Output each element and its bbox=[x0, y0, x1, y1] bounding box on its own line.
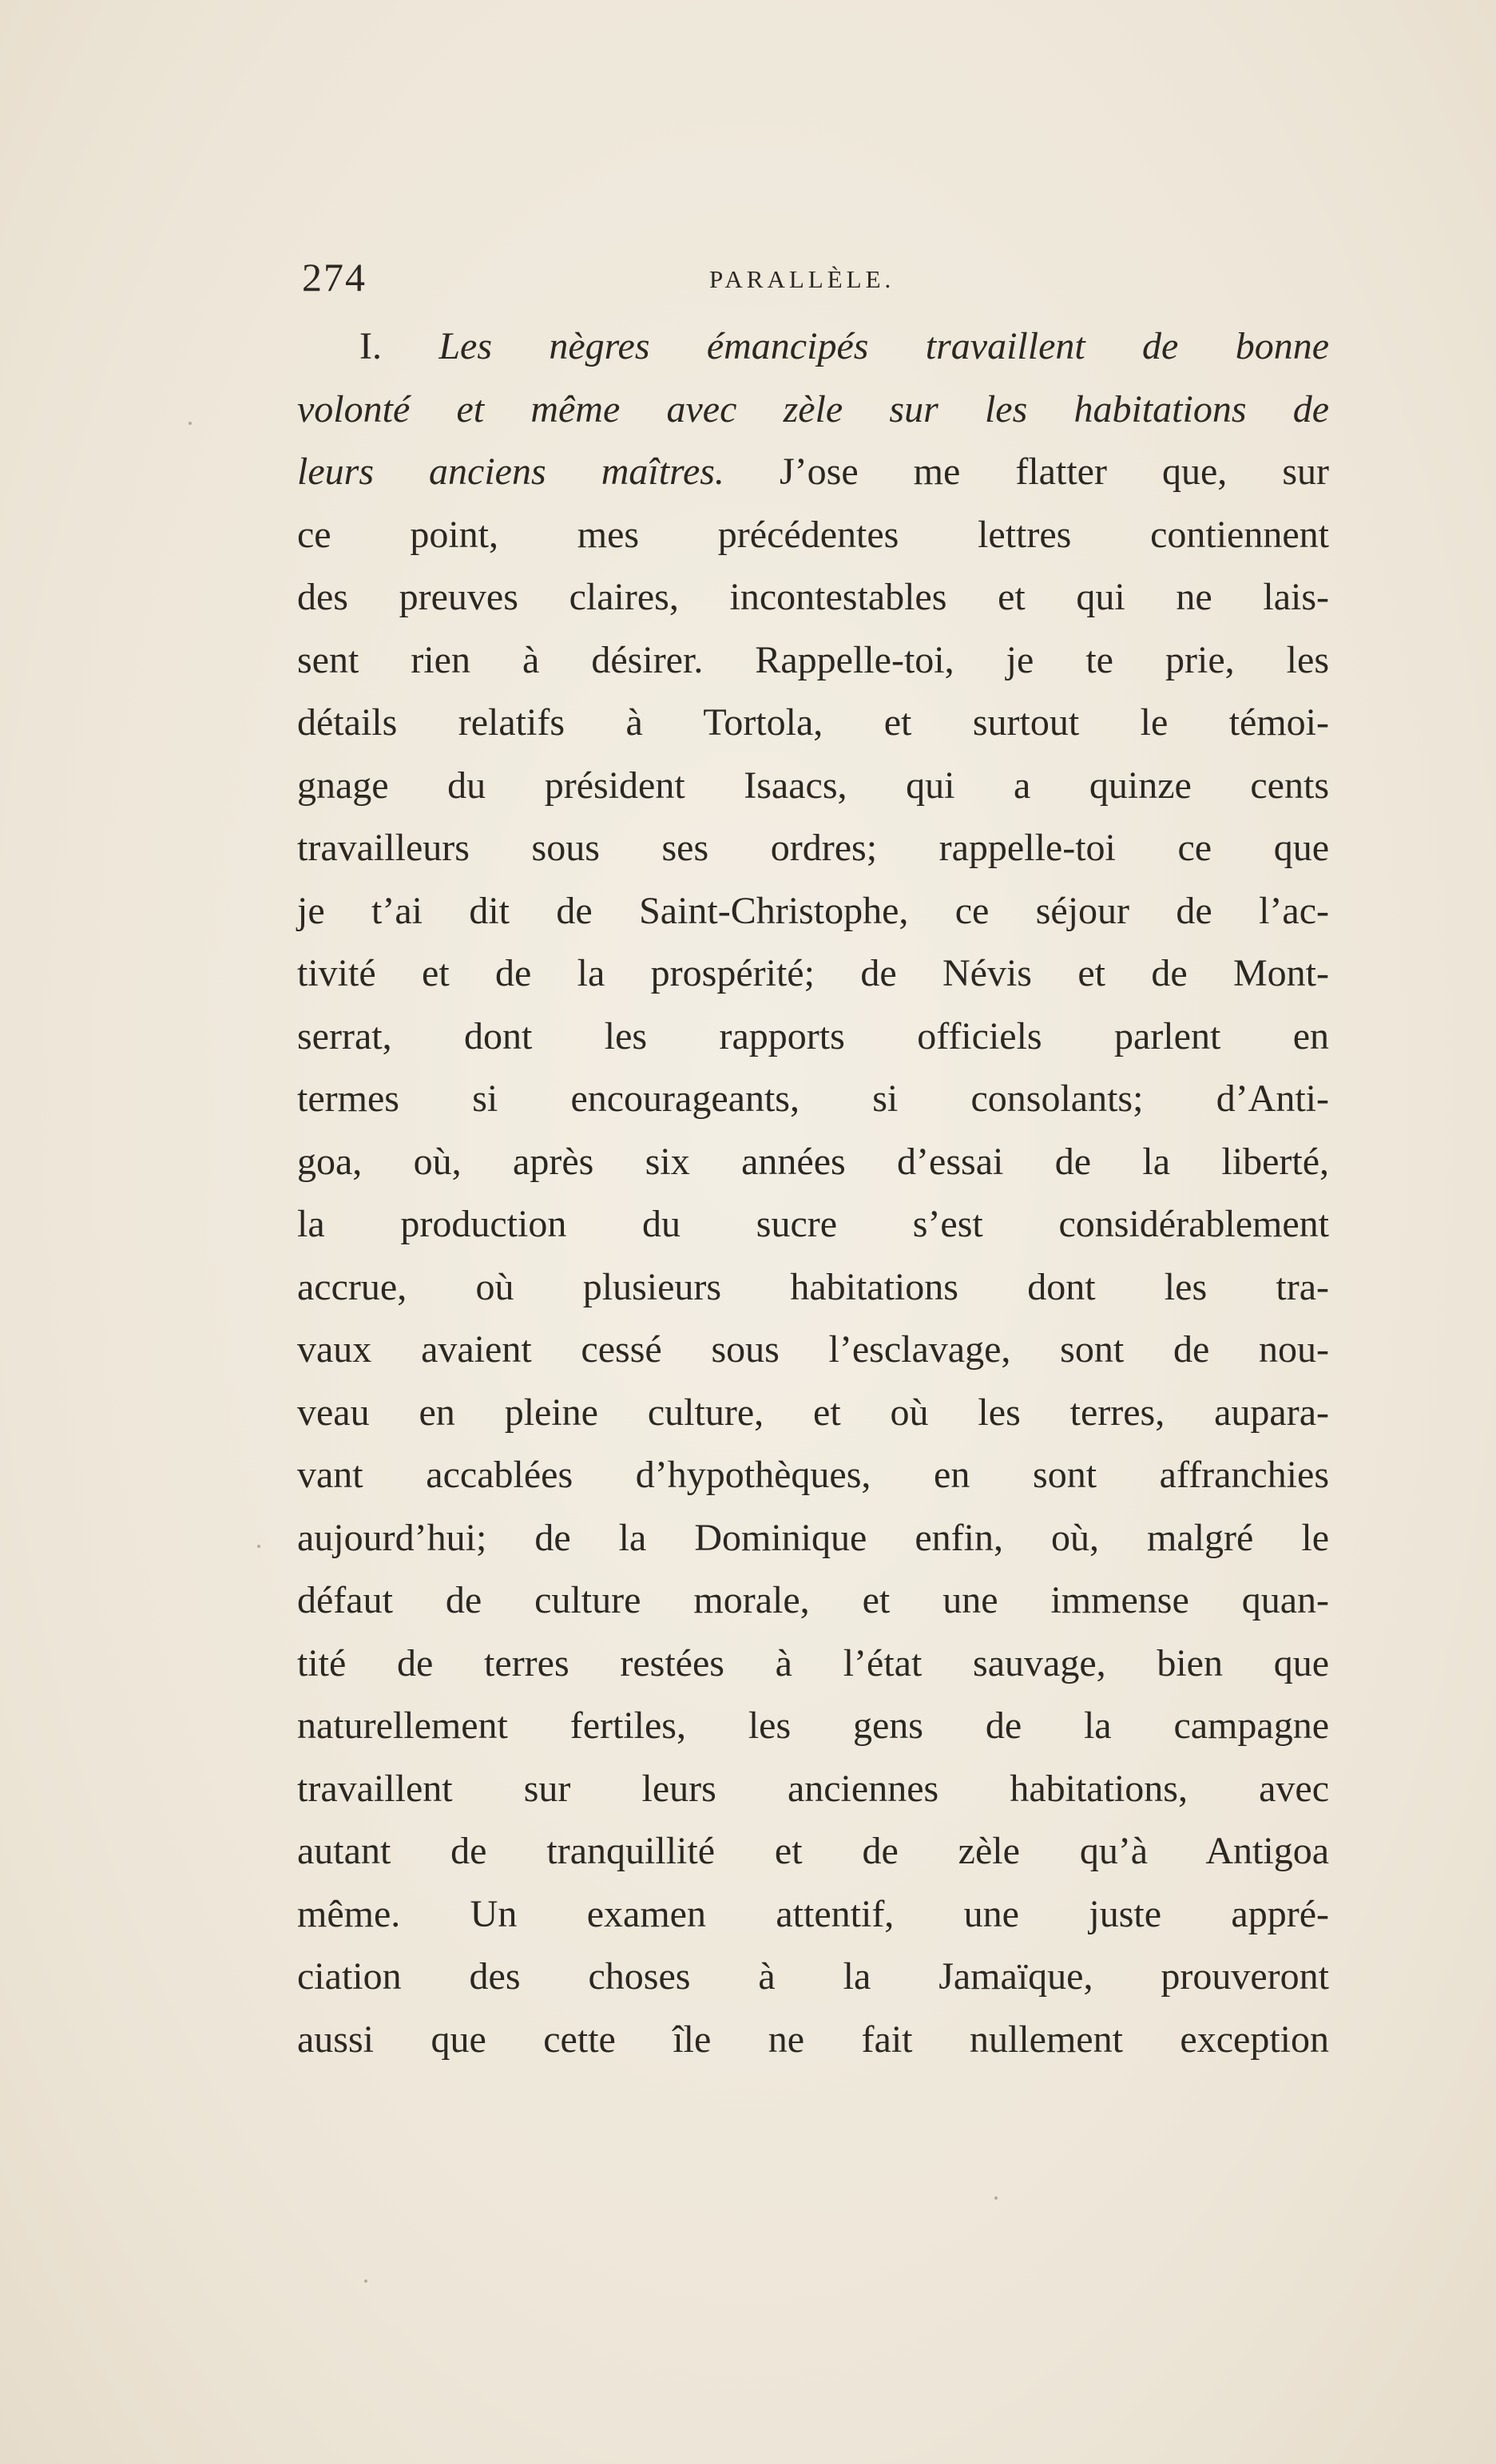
text-run: travailleurs sous ses ordres; rappelle-toi ce que bbox=[297, 827, 1329, 869]
running-title: PARALLÈLE. bbox=[709, 265, 895, 293]
text-run: aussi que cette île ne fait nullement exception bbox=[297, 2018, 1329, 2061]
text-run: ciation des choses à la Jamaïque, prouveront bbox=[297, 1955, 1329, 1998]
text-line bbox=[297, 692, 1329, 755]
text-run: défaut de culture morale, et une immense quan- bbox=[297, 1579, 1329, 1621]
text-line bbox=[297, 2009, 1329, 2072]
text-run: aujourd’hui; de la Dominique enfin, où, malgré le bbox=[297, 1516, 1329, 1559]
text-line bbox=[297, 817, 1329, 880]
text-line bbox=[297, 1758, 1329, 1821]
text-line bbox=[297, 1131, 1329, 1194]
text-run: je t’ai dit de Saint-Christophe, ce séjour de l’ac- bbox=[297, 889, 1329, 932]
text-line bbox=[297, 1068, 1329, 1131]
text-line bbox=[297, 1633, 1329, 1696]
italic-text: Les nègres émancipés travaillent de bonne bbox=[438, 325, 1329, 367]
text-run: veau en pleine culture, et où les terres, aupara- bbox=[297, 1391, 1329, 1434]
text-line bbox=[297, 755, 1329, 818]
text-run: goa, où, après six années d’essai de la liberté, bbox=[297, 1140, 1329, 1183]
italic-text: volonté et même avec zèle sur les habitations de bbox=[297, 387, 1329, 431]
text-run: I. bbox=[359, 325, 439, 367]
text-line bbox=[297, 1444, 1329, 1507]
text-line bbox=[297, 629, 1329, 692]
text-run: autant de tranquillité et de zèle qu’à Antigoa bbox=[297, 1830, 1329, 1872]
text-line bbox=[297, 566, 1329, 629]
text-line bbox=[297, 942, 1329, 1006]
text-run: ce point, mes précédentes lettres contiennent bbox=[297, 513, 1329, 556]
paper-speck bbox=[994, 2196, 998, 2200]
text-line bbox=[297, 315, 1329, 379]
text-run: travaillent sur leurs anciennes habitations, avec bbox=[297, 1767, 1329, 1810]
text-run: sent rien à désirer. Rappelle-toi, je te prie, les bbox=[297, 638, 1329, 681]
text-run: J’ose me flatter que, sur bbox=[724, 450, 1330, 493]
italic-text: leurs anciens maîtres. bbox=[297, 450, 724, 493]
text-line bbox=[297, 1883, 1329, 1946]
text-line bbox=[297, 1256, 1329, 1319]
text-run: détails relatifs à Tortola, et surtout le témoi- bbox=[297, 701, 1329, 744]
text-line bbox=[297, 1319, 1329, 1382]
text-line bbox=[297, 1382, 1329, 1445]
paper-speck bbox=[188, 422, 192, 425]
text-line bbox=[297, 1507, 1329, 1570]
text-line bbox=[297, 504, 1329, 567]
text-line bbox=[297, 1820, 1329, 1883]
text-line bbox=[297, 1695, 1329, 1758]
page-header bbox=[302, 254, 1340, 302]
text-run: vant accablées d’hypothèques, en sont affranchies bbox=[297, 1454, 1329, 1496]
text-run: tité de terres restées à l’état sauvage, bien que bbox=[297, 1641, 1329, 1684]
text-run: la production du sucre s’est considérablement bbox=[297, 1203, 1329, 1245]
text-run: même. Un examen attentif, une juste appré- bbox=[297, 1892, 1329, 1935]
text-line bbox=[297, 1006, 1329, 1069]
body-text bbox=[297, 315, 1329, 2071]
text-line bbox=[297, 1193, 1329, 1256]
text-run: termes si encourageants, si consolants; d’Anti- bbox=[297, 1077, 1329, 1120]
paper-speck bbox=[364, 2279, 367, 2283]
text-run: gnage du président Isaacs, qui a quinze cents bbox=[297, 764, 1329, 807]
text-run: vaux avaient cessé sous l’esclavage, sont de nou- bbox=[297, 1328, 1329, 1371]
text-run: accrue, où plusieurs habitations dont les tra- bbox=[297, 1265, 1329, 1308]
page-number: 274 bbox=[302, 255, 367, 300]
text-line bbox=[297, 1569, 1329, 1633]
text-line bbox=[297, 880, 1329, 943]
text-line bbox=[297, 1946, 1329, 2009]
text-line bbox=[297, 379, 1329, 442]
text-run: serrat, dont les rapports officiels parlent en bbox=[297, 1014, 1329, 1057]
text-line bbox=[297, 441, 1329, 504]
paper-speck bbox=[257, 1545, 260, 1548]
text-run: naturellement fertiles, les gens de la campagne bbox=[297, 1704, 1329, 1747]
text-run: tivité et de la prospérité; de Névis et de Mont- bbox=[297, 952, 1329, 994]
text-run: des preuves claires, incontestables et qui ne lais- bbox=[297, 576, 1329, 618]
